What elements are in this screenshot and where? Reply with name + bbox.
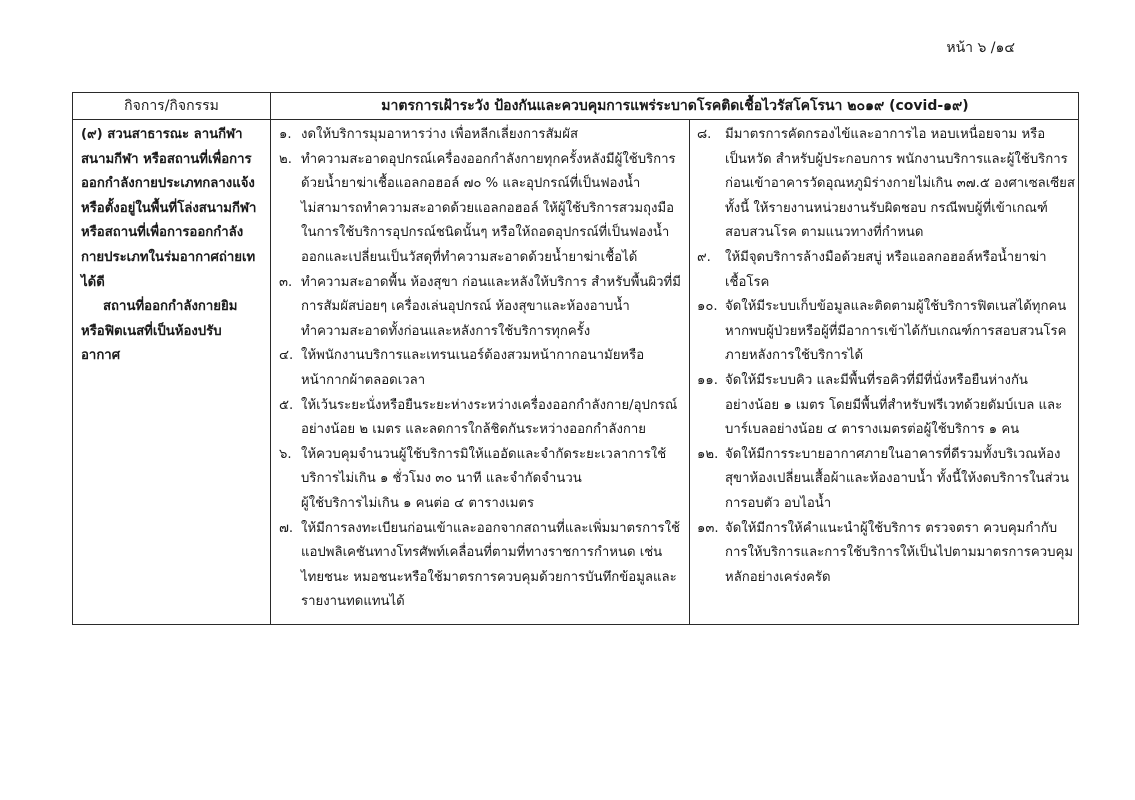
measure-item-1 [279, 123, 685, 148]
measure-item-11 [697, 369, 1077, 443]
activity-column [81, 123, 266, 369]
activity-line: หรือตั้งอยู่ในพื้นที่โล่งสนามกีฬา [81, 200, 257, 216]
measures-left-column [279, 123, 685, 615]
measure-item-9 [697, 246, 1077, 295]
measure-number: ๗. [279, 520, 294, 536]
header-measures: มาตรการเฝ้าระวัง ป้องกันและควบคุมการแพร่ระบาดโรคติดเชื้อไวรัสโคโรนา ๒๐๑๙ (covid-๑๙) [381, 98, 969, 114]
measure-text: จัดให้มีการระบายอากาศภายในอาคารที่ดีรวมทั้งบริเวณห้อง สุขาห้องเปลี่ยนเสื้อผ้าและห้องอาบน้ำ ทั้งนี้ให้งดบริการในส่วน การอบตัว อบไอน้ำ [725, 446, 1069, 511]
measure-text: จัดให้มีระบบคิว และมีพื้นที่รอคิวที่มีที่นั่งหรือยืนห่างกัน อย่างน้อย ๑ เมตร โดยมีพื้นที่สำหรับฟรีเวทด้วยดัมบ์เบล และ บาร์เบลอย่างน้อย ๔ ตารางเมตรต่อผู้ใช้บริการ ๑ คน [725, 372, 1063, 438]
measure-item-13 [697, 517, 1077, 591]
measure-number: ๑๐. [697, 299, 718, 315]
measure-item-2 [279, 148, 685, 271]
measure-number: ๙. [697, 249, 711, 265]
measure-item-7 [279, 517, 685, 615]
measure-number: ๑๓. [697, 520, 719, 536]
measure-text: ทำความสะอาดอุปกรณ์เครื่องออกกำลังกายทุกครั้งหลังมีผู้ใช้บริการ ด้วยน้ำยาฆ่าเชื้อแอลกอฮอล์ ๗๐ % และอุปกรณ์ที่เป็นฟองน้ำ ไม่สามารถทำความสะอาดด้วยแอลกอฮอล์ ให้ผู้ใช้บริการสวมถุงมือ ในการใช้บริการอุปกรณ์ชนิดนั้นๆ หรือให้ถอดอุปกรณ์ที่เป็นฟองน้ำ ออกและเปลี่ยนเป็นวัสดุที่ทำความสะอาดด้วยน้ำยาฆ่าเชื้อได้ [301, 151, 676, 265]
measures-table [72, 92, 1079, 625]
measure-text: ทำความสะอาดพื้น ห้องสุขา ก่อนและหลังให้บริการ สำหรับพื้นผิวที่มี การสัมผัสบ่อยๆ เครื่องเล่นอุปกรณ์ ห้องสุขาและห้องอาบน้ำ ทำความสะอาดทั้งก่อนและหลังการใช้บริการทุกครั้ง [301, 274, 681, 339]
measure-text: มีมาตรการคัดกรองไข้และอาการไอ หอบเหนื่อยจาม หรือ เป็นหวัด สำหรับผู้ประกอบการ พนักงานบริการและผู้ใช้บริการ ก่อนเข้าอาคารวัดอุณหภูมิร่างกายไม่เกิน ๓๗.๕ องศาเซลเซียส ทั้งนี้ ให้รายงานหน่วยงานรับผิดชอบ กรณีพบผู้ที่เข้าเกณฑ์ สอบสวนโรค ตามแนวทางที่กำหนด [725, 127, 1075, 241]
page-number: หน้า ๖ /๑๔ [946, 40, 1015, 56]
measure-text: ให้เว้นระยะนั่งหรือยืนระยะห่างระหว่างเครื่องออกกำลังกาย/อุปกรณ์ อย่างน้อย ๒ เมตร และลดการใกล้ชิดกันระหว่างออกกำลังกาย [301, 397, 678, 438]
measure-number: ๕. [279, 397, 294, 413]
measure-text: งดให้บริการมุมอาหารว่าง เพื่อหลีกเลี่ยงการสัมผัส [301, 127, 579, 142]
measure-item-6 [279, 443, 685, 517]
activity-sub-line: สถานที่ออกกำลังกายยิม [103, 299, 238, 315]
activity-line: (๙) สวนสาธารณะ ลานกีฬา [81, 127, 243, 142]
activity-line: กายประเภทในร่มอากาศถ่ายเท [81, 249, 256, 265]
header-activity: กิจการ/กิจกรรม [124, 98, 219, 114]
measure-item-5 [279, 394, 685, 443]
measure-number: ๔. [279, 348, 294, 364]
table-header-row [73, 93, 1078, 120]
measure-number: ๘. [697, 127, 712, 142]
measure-text: จัดให้มีระบบเก็บข้อมูลและติดตามผู้ใช้บริการฟิตเนสได้ทุกคน หากพบผู้ป่วยหรือผู้ที่มีอาการเข้าได้กับเกณฑ์การสอบสวนโรค ภายหลังการใช้บริการได้ [725, 299, 1067, 364]
measure-item-12 [697, 443, 1077, 517]
measure-number: ๑. [279, 127, 292, 142]
measure-text: ให้พนักงานบริการและเทรนเนอร์ต้องสวมหน้ากากอนามัยหรือ หน้ากากผ้าตลอดเวลา [301, 348, 645, 388]
activity-line: ออกกำลังกายประเภทกลางแจ้ง [81, 176, 255, 192]
activity-line: ได้ดี [81, 274, 105, 290]
measure-item-8 [697, 123, 1077, 246]
activity-sub-line: หรือฟิตเนสที่เป็นห้องปรับ [81, 323, 222, 339]
measure-text: ให้มีจุดบริการล้างมือด้วยสบู่ หรือแอลกอฮอล์หรือน้ำยาฆ่า เชื้อโรค [725, 249, 1047, 290]
measure-text: ให้มีการลงทะเบียนก่อนเข้าและออกจากสถานที่และเพิ่มมาตรการใช้ แอปพลิเคชันทางโทรศัพท์เคลื่อนที่ตามที่ทางราชการกำหนด เช่น ไทยชนะ หมอชนะหรือใช้มาตรการควบคุมด้วยการบันทึกข้อมูลและ รายงานทดแทนได้ [301, 520, 680, 610]
measure-number: ๓. [279, 274, 293, 290]
activity-sub-line: อากาศ [81, 348, 121, 364]
measure-text: จัดให้มีการให้คำแนะนำผู้ใช้บริการ ตรวจตรา ควบคุมกำกับ การให้บริการและการใช้บริการให้เป็นไปตามมาตรการควบคุม หลักอย่างเคร่งครัด [725, 520, 1074, 585]
column-divider-1 [270, 93, 271, 624]
measure-number: ๒. [279, 151, 292, 167]
measure-number: ๖. [279, 446, 292, 462]
measure-number: ๑๑. [697, 372, 718, 388]
activity-line: หรือสถานที่เพื่อการออกกำลัง [81, 225, 244, 241]
measure-item-10 [697, 295, 1077, 369]
measure-item-3 [279, 271, 685, 345]
activity-line: สนามกีฬา หรือสถานที่เพื่อการ [81, 151, 252, 167]
column-divider-2 [689, 120, 690, 624]
measures-right-column [697, 123, 1077, 590]
measure-item-4 [279, 344, 685, 393]
measure-number: ๑๒. [697, 446, 719, 462]
measure-text: ให้ควบคุมจำนวนผู้ใช้บริการมิให้แออัดและจำกัดระยะเวลาการใช้ บริการไม่เกิน ๑ ชั่วโมง ๓๐ นาที และจำกัดจำนวน ผู้ใช้บริการไม่เกิน ๑ คนต่อ ๔ ตารางเมตร [301, 446, 667, 511]
